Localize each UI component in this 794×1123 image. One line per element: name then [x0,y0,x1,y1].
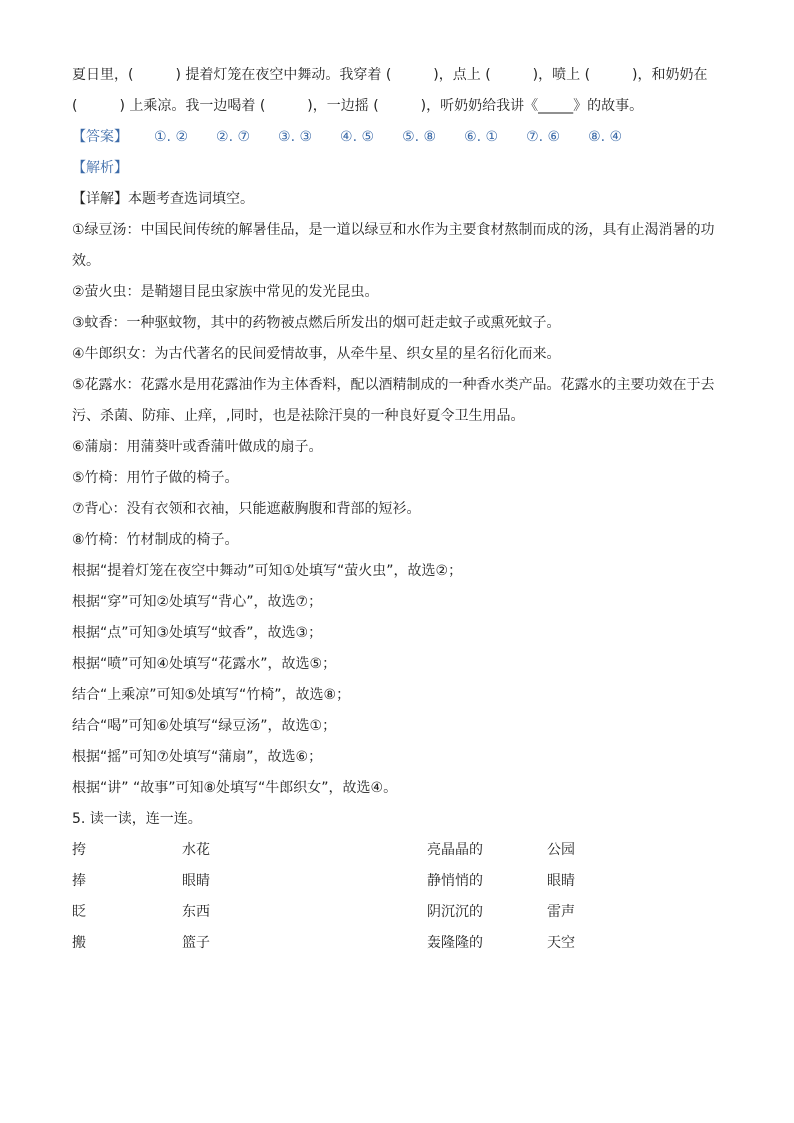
match-adjective: 阴沉沉的 [427,904,483,920]
reasoning-item: 根据“提着灯笼在夜空中舞动”可知①处填写“萤火虫”，故选②； [72,563,463,579]
reasoning-item: 结合“上乘凉”可知⑤处填写“竹椅”，故选⑧； [72,687,351,703]
reasoning-item: 结合“喝”可知⑥处填写“绿豆汤”，故选①； [72,718,337,734]
answer-row [72,122,732,153]
match-verb: 搬 [72,935,86,951]
definition-item: ⑥蒲扇：用蒲葵叶或香蒲叶做成的扇子。 [72,439,323,455]
answer-item: ①. ② [154,129,189,145]
definition-item: ①绿豆汤：中国民间传统的解暑佳品，是一道以绿豆和水作为主要食材熬制而成的汤，具有止渴消暑的功效。 [72,222,715,269]
match-row [72,835,732,866]
answer-item: ②. ⑦ [216,129,251,145]
answer-item: ⑤. ⑧ [402,129,437,145]
analysis-label: 【解析】 [72,160,128,176]
match-noun: 公园 [547,842,575,858]
answer-item: ⑧. ④ [588,129,623,145]
match-object: 篮子 [182,935,210,951]
reasoning-item: 根据“喷”可知④处填写“花露水”，故选⑤； [72,656,337,672]
match-verb: 挎 [72,842,86,858]
match-object: 眼睛 [182,873,210,889]
match-verb: 眨 [72,904,86,920]
definition-item: ⑤竹椅：用竹子做的椅子。 [72,470,239,486]
match-adjective: 轰隆隆的 [427,935,483,951]
document-page [72,60,732,959]
definition-item: ④牛郎织女：为古代著名的民间爱情故事，从牵牛星、织女星的星名衍化而来。 [72,346,561,362]
match-row [72,866,732,897]
detail-intro: 【详解】本题考查选词填空。 [72,191,254,207]
reasoning-item: 根据“讲” “故事”可知⑧处填写“牛郎织女”，故选④。 [72,780,398,796]
match-noun: 雷声 [547,904,575,920]
reasoning-item: 根据“穿”可知②处填写“背心”，故选⑦； [72,594,323,610]
reasoning-item: 根据“点”可知③处填写“蚊香”，故选③； [72,625,323,641]
definition-item: ③蚊香：一种驱蚊物，其中的药物被点燃后所发出的烟可赶走蚊子或熏死蚊子。 [72,315,561,331]
answer-item: ④. ⑤ [340,129,375,145]
reasoning-item: 根据“摇”可知⑦处填写“蒲扇”，故选⑥； [72,749,323,765]
definition-item: ②萤火虫：是鞘翅目昆虫家族中常见的发光昆虫。 [72,284,379,300]
match-noun: 眼睛 [547,873,575,889]
answer-item: ⑦. ⑥ [526,129,561,145]
answer-label: 【答案】 [72,129,128,145]
match-verb: 捧 [72,873,86,889]
match-object: 东西 [182,904,210,920]
question-line-2: ( ) 上乘凉。我一边喝着 ( )，一边摇 ( )，听奶奶给我讲《_____》的故事。 [72,98,644,114]
answer-item: ③. ③ [278,129,313,145]
match-noun: 天空 [547,935,575,951]
match-adjective: 静悄悄的 [427,873,483,889]
question5-title: 5. 读一读，连一连。 [72,811,202,827]
definition-item: ⑧竹椅：竹材制成的椅子。 [72,532,239,548]
match-row [72,928,732,959]
match-adjective: 亮晶晶的 [427,842,483,858]
definition-item: ⑦背心：没有衣领和衣袖，只能遮蔽胸腹和背部的短衫。 [72,501,421,517]
question-line-1: 夏日里，( ) 提着灯笼在夜空中舞动。我穿着 ( )，点上 ( )，喷上 ( )，和奶奶在 [72,67,708,83]
match-row [72,897,732,928]
definition-item: ⑤花露水：花露水是用花露油作为主体香料，配以酒精制成的一种香水类产品。花露水的主要功效在于去污、杀菌、防痱、止痒，,同时，也是祛除汗臭的一种良好夏令卫生用品。 [72,377,715,424]
match-object: 水花 [182,842,210,858]
answer-item: ⑥. ① [464,129,499,145]
